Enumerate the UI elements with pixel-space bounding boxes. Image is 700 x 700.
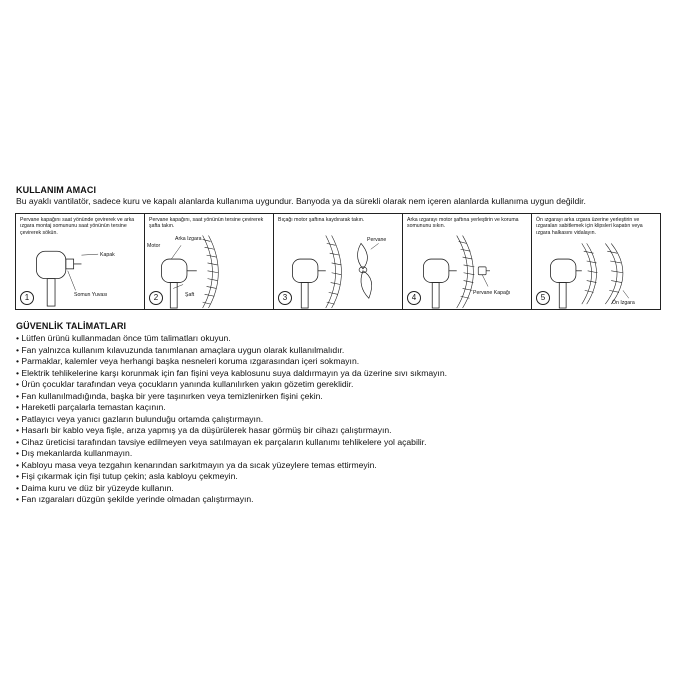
list-item: • Parmaklar, kalemler veya herhangi başka nesneleri koruma ızgarasından içeri sokmayın. <box>16 356 447 368</box>
front-grille-illustration <box>532 214 660 309</box>
propeller-illustration <box>274 214 402 309</box>
usage-intro-text: Bu ayaklı vantilatör, sadece kuru ve kapalı alanlarda kullanıma uygundur. Banyoda ya da sürekli olarak nem içeren alanlarda kullanıma uygun değildir. <box>16 196 586 206</box>
step-caption: Pervane kapağını, saat yönünün tersine çevirerek şafta takın. <box>149 217 264 230</box>
label-nut-seat: Somun Yuvası <box>74 292 108 298</box>
assembly-steps <box>15 213 660 310</box>
label-front-grille: Ön Izgara <box>612 300 635 306</box>
step-caption: Arka ızgarayı motor şaftına yerleştirin ve koruma somununu sıkın. <box>407 217 519 230</box>
list-item: • Cihaz üreticisi tarafından tavsiye edilmeyen veya satılmayan ek parçaların kullanımı tehlikelere yol açabilir. <box>16 437 447 449</box>
assembly-step-3 <box>273 213 403 310</box>
label-cover: Kapak <box>100 252 115 258</box>
section-heading-usage: KULLANIM AMACI <box>16 185 97 195</box>
list-item: • Elektrik tehlikelerine karşı korunmak için fan fişini veya kablosunu suya daldırmayın ya da üzerine sıvı sıkmayın. <box>16 368 447 380</box>
step-number: 4 <box>407 291 421 305</box>
list-item: • Lütfen ürünü kullanmadan önce tüm talimatları okuyun. <box>16 333 447 345</box>
section-heading-safety: GÜVENLİK TALİMATLARI <box>16 321 127 331</box>
list-item: • Hareketli parçalarla temastan kaçının. <box>16 402 447 414</box>
label-rear-grille: Arka Izgara <box>175 236 202 242</box>
list-item: • Kabloyu masa veya tezgahın kenarından sarkıtmayın ya da sıcak yüzeylere temas ettirmeyin. <box>16 460 447 472</box>
step-number: 5 <box>536 291 550 305</box>
label-shaft: Şaft <box>185 292 195 298</box>
list-item: • Dış mekanlarda kullanmayın. <box>16 448 447 460</box>
step-number: 3 <box>278 291 292 305</box>
step-number: 2 <box>149 291 163 305</box>
list-item: • Daima kuru ve düz bir yüzeyde kullanın. <box>16 483 447 495</box>
label-motor: Motor <box>147 243 161 249</box>
step-caption: Ön ızgarayı arka ızgara üzerine yerleştirin ve ızgaraları sabitlemek için klipsleri kapatın veya ızgara halkasını vidalayın. <box>536 217 643 236</box>
safety-instructions-list <box>16 333 447 506</box>
list-item: • Fişi çıkarmak için fişi tutup çekin; asla kabloyu çekmeyin. <box>16 471 447 483</box>
assembly-step-4 <box>402 213 532 310</box>
step-caption: Pervane kapağını saat yönünde çevirerek ve arka ızgara montaj somununu saat yönünün tersine çevirerek sökün. <box>20 217 135 236</box>
assembly-step-2 <box>144 213 274 310</box>
label-propeller-cap: Pervane Kapağı <box>473 290 511 296</box>
rear-grille-illustration <box>145 214 273 309</box>
step-caption: Bıçağı motor şaftına kaydırarak takın. <box>278 217 365 223</box>
assembly-step-5 <box>531 213 661 310</box>
propeller-cap-illustration <box>403 214 531 309</box>
list-item: • Fan yalnızca kullanım kılavuzunda tanımlanan amaçlara uygun olarak kullanılmalıdır. <box>16 345 447 357</box>
list-item: • Patlayıcı veya yanıcı gazların bulunduğu ortamda çalıştırmayın. <box>16 414 447 426</box>
list-item: • Hasarlı bir kablo veya fişle, arıza yapmış ya da düşürülerek hasar görmüş bir cihazı çalıştırmayın. <box>16 425 447 437</box>
list-item: • Fan ızgaraları düzgün şekilde yerinde olmadan çalıştırmayın. <box>16 494 447 506</box>
step-number: 1 <box>20 291 34 305</box>
list-item: • Fan kullanılmadığında, başka bir yere taşınırken veya temizlenirken fişini çekin. <box>16 391 447 403</box>
label-propeller: Pervane <box>367 237 387 243</box>
list-item: • Ürün çocuklar tarafından veya çocukların yanında kullanılırken yakın gözetim gereklidir. <box>16 379 447 391</box>
assembly-step-1 <box>15 213 145 310</box>
